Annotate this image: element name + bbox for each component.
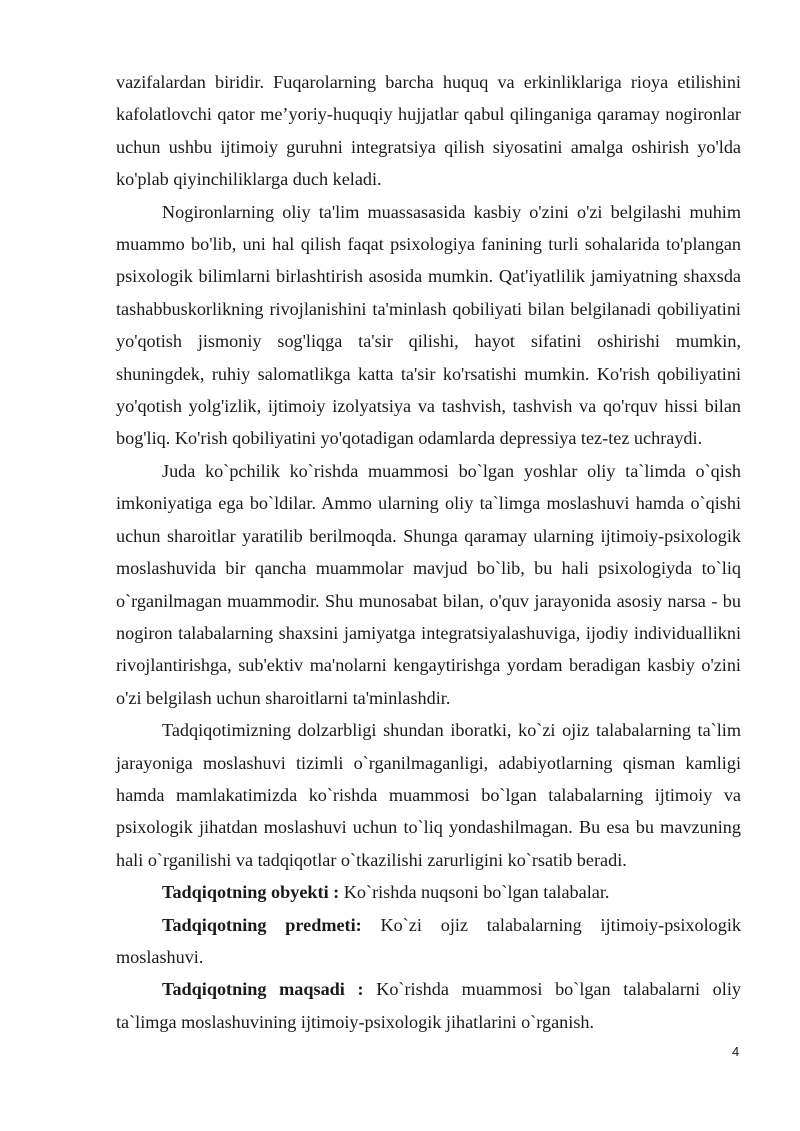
research-subject bbox=[116, 909, 741, 974]
document-page bbox=[116, 66, 741, 1038]
paragraph-self-determination: Nogironlarning oliy ta'lim muassasasida kasbiy o'zini o'zi belgilashi muhim muammo bo'lib, uni hal qilish faqat psixologiya fanining turli sohalarida to'plangan psixologik bilimlarni birlashtirish asosida mumkin. Qat'iyatlilik jamiyatning shaxsda tashabbuskorlikning rivojlanishini ta'minlash qobiliyati bilan belgilanadi qobiliyatini yo'qotish jismoniy sog'liqga ta'sir qilishi, hayot sifatini oshirishi mumkin, shuningdek, ruhiy salomatlikga katta ta'sir ko'rsatishi mumkin. Ko'rish qobiliyatini yo'qotish yolg'izlik, ijtimoiy izolyatsiya va tashvish, tashvish va qo'rquv hissi bilan bog'liq. Ko'rish qobiliyatini yo'qotadigan odamlarda depressiya tez-tez uchraydi. bbox=[116, 201, 741, 449]
research-goal bbox=[116, 973, 741, 1038]
page-number: 4 bbox=[732, 1044, 740, 1059]
paragraph-relevance: Tadqiqotimizning dolzarbligi shundan iboratki, ko`zi ojiz talabalarning ta`lim jarayoniga moslashuvi tizimli o`rganilmaganligi, adabiyotlarning qisman kamligi hamda mamlakatimizda ko`rishda muammosi bo`lgan talabalarning ijtimoiy va psixologik jihatdan moslashuvi uchun to`liq yondashilmagan. Bu esa bu mavzuning hali o`rganilishi va tadqiqotlar o`tkazilishi zarurligini ko`rsatib beradi. bbox=[116, 720, 741, 870]
research-object-label: Tadqiqotning obyekti : bbox=[162, 882, 340, 903]
research-subject-label: Tadqiqotning predmeti: bbox=[162, 914, 362, 935]
research-subject-text: Ko`zi ojiz talabalarning ijtimoiy-psixologik moslashuvi. bbox=[116, 914, 741, 967]
paragraph-continuation: vazifalardan biridir. Fuqarolarning barcha huquq va erkinliklariga rioya etilishini kafolatlovchi qator me’yoriy-huquqiy hujjatlar qabul qilinganiga qaramay nogironlar uchun ushbu ijtimoiy guruhni integratsiya qilish siyosatini amalga oshirish yo'lda ko'plab qiyinchiliklarga duch keladi. bbox=[116, 72, 741, 190]
research-object bbox=[116, 876, 741, 908]
research-goal-label: Tadqiqotning maqsadi : bbox=[162, 979, 364, 1000]
research-object-text: Ko`rishda nuqsoni bo`lgan talabalar. bbox=[339, 882, 610, 903]
paragraph-higher-education: Juda ko`pchilik ko`rishda muammosi bo`lgan yoshlar oliy ta`limda o`qish imkoniyatiga ega bo`ldilar. Ammo ularning oliy ta`limga moslashuvi hamda o`qishi uchun sharoitlar yaratilib berilmoqda. Shunga qaramay ularning ijtimoiy-psixologik moslashuvida bir qancha muammolar mavjud bo`lib, bu hali psixologiyda to`liq o`rganilmagan muammodir. Shu munosabat bilan, o'quv jarayonida asosiy narsa - bu nogiron talabalarning shaxsini jamiyatga integratsiyalashuviga, ijodiy individuallikni rivojlantirishga, sub'ektiv ma'nolarni kengaytirishga yordam beradigan kasbiy o'zini o'zi belgilash uchun sharoitlarni ta'minlashdir. bbox=[116, 460, 741, 708]
research-goal-text: Ko`rishda muammosi bo`lgan talabalarni oliy ta`limga moslashuvining ijtimoiy-psixologik jihatlarini o`rganish. bbox=[116, 979, 741, 1032]
